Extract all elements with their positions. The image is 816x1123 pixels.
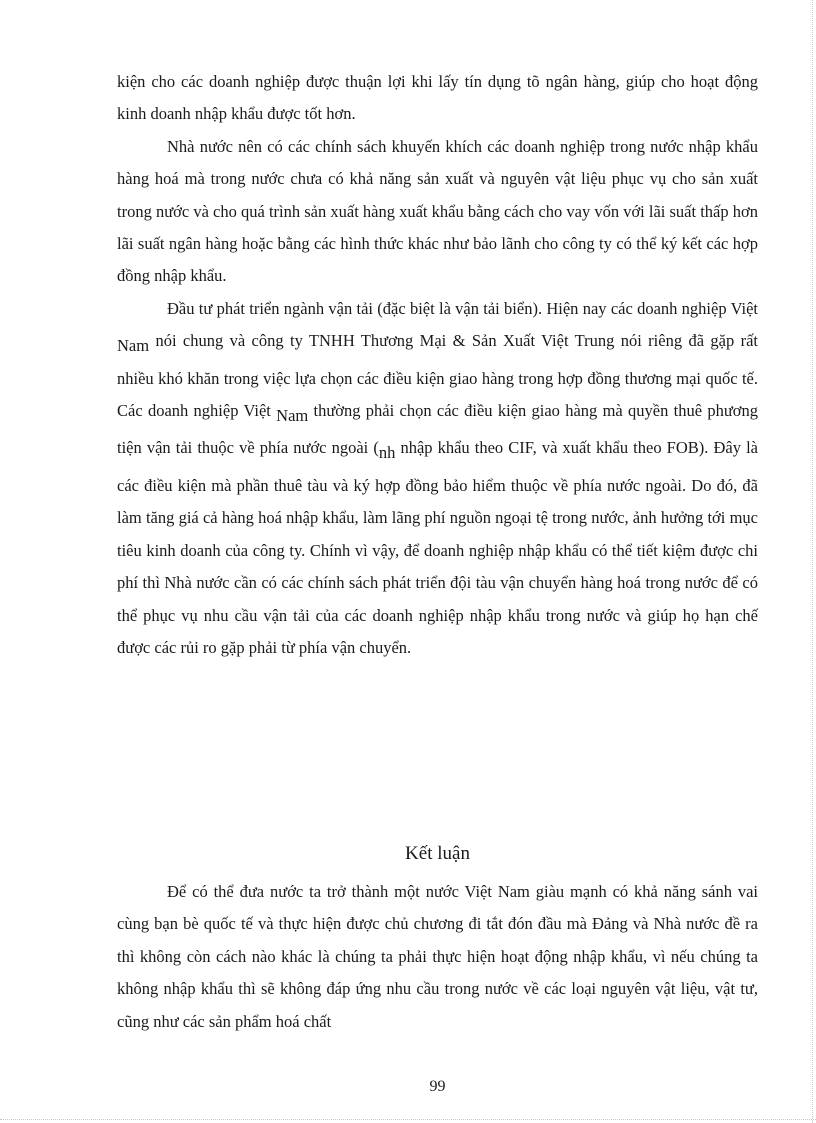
subscript-word: nh — [378, 443, 396, 463]
paragraph-continuation: kiện cho các doanh nghiệp được thuận lợi khi lấy tín dụng tõ ngân hàng, giúp cho hoạt động kinh doanh nhập khẩu được tốt hơn. — [117, 72, 758, 124]
paragraph-conclusion: Để có thể đưa nước ta trở thành một nước Việt Nam giàu mạnh có khả năng sánh vai cùng bạn bè quốc tế và thực hiện được chủ chương đi tắt đón đầu mà Đảng và Nhà nước đề ra thì không còn cách nào khác là chúng ta phải thực hiện hoạt động nhập khẩu, vì nếu chúng ta không nhập khẩu thì sẽ không đáp ứng nhu cầu trong nước về các loại nguyên vật liệu, vật tư, cũng như các sản phẩm hoá chất — [117, 882, 758, 1031]
paragraph-transport-investment — [117, 293, 758, 664]
page-border-bottom — [0, 1119, 816, 1120]
page-number: 99 — [429, 1078, 446, 1095]
paragraph-import-incentives: Nhà nước nên có các chính sách khuyến khích các doanh nghiệp trong nước nhập khẩu hàng hoá mà trong nước chưa có khả năng sản xuất và nguyên vật liệu phục vụ cho sản xuất trong nước và cho quá trình sản xuất hàng xuất khẩu bằng cách cho vay vốn với lãi suất thấp hơn lãi suất ngân hàng hoặc bằng các hình thức khác như bảo lãnh cho công ty có thể ký kết các hợp đồng nhập khẩu. — [117, 136, 758, 286]
body-text — [117, 66, 758, 664]
paragraph-text-part: nhập khẩu theo CIF, và xuất khẩu theo FOB). Đây là các điều kiện mà phần thuê tàu và ký hợp đồng bảo hiểm thuộc về phía nước ngoài. Do đó, đã làm tăng giá cả hàng hoá nhập khẩu, làm lãng phí nguồn ngoại tệ trong nước, ảnh hưởng tới mục tiêu kinh doanh của công ty. Chính vì vậy, để doanh nghiệp nhập khẩu có thể tiết kiệm được chi phí thì Nhà nước cần có các chính sách phát triển đội tàu vận chuyển hàng hoá trong nước để có thể phục vụ nhu cầu vận tải của các doanh nghiệp nhập khẩu trong nước và giúp họ hạn chế được các rủi ro gặp phải từ phía vận chuyển. — [117, 438, 758, 657]
subscript-word: Nam — [276, 406, 309, 426]
conclusion-text — [117, 876, 758, 1038]
paragraph-text-part: nói chung và công ty TNHH Thương Mại & Sản Xuất Việt Trung nói riêng đã gặp rất nhiều khó khăn trong việc lựa chọn các điều kiện giao hàng trong hợp đồng thương mại quốc tế. Các doanh nghiệp Việt — [117, 331, 758, 421]
page-border-right — [812, 0, 813, 1123]
paragraph-text-part: Đầu tư phát triển ngành vận tải (đặc biệt là vận tải biển). Hiện nay các doanh nghiệp Việt — [167, 298, 758, 318]
paragraph-text-part: thường phải chọn các điều kiện giao hàng mà quyền thuê phương tiện vận tải thuộc về phía nước ngoài ( — [117, 401, 758, 458]
section-heading: Kết luận — [405, 843, 470, 864]
subscript-word: Nam — [117, 336, 150, 356]
